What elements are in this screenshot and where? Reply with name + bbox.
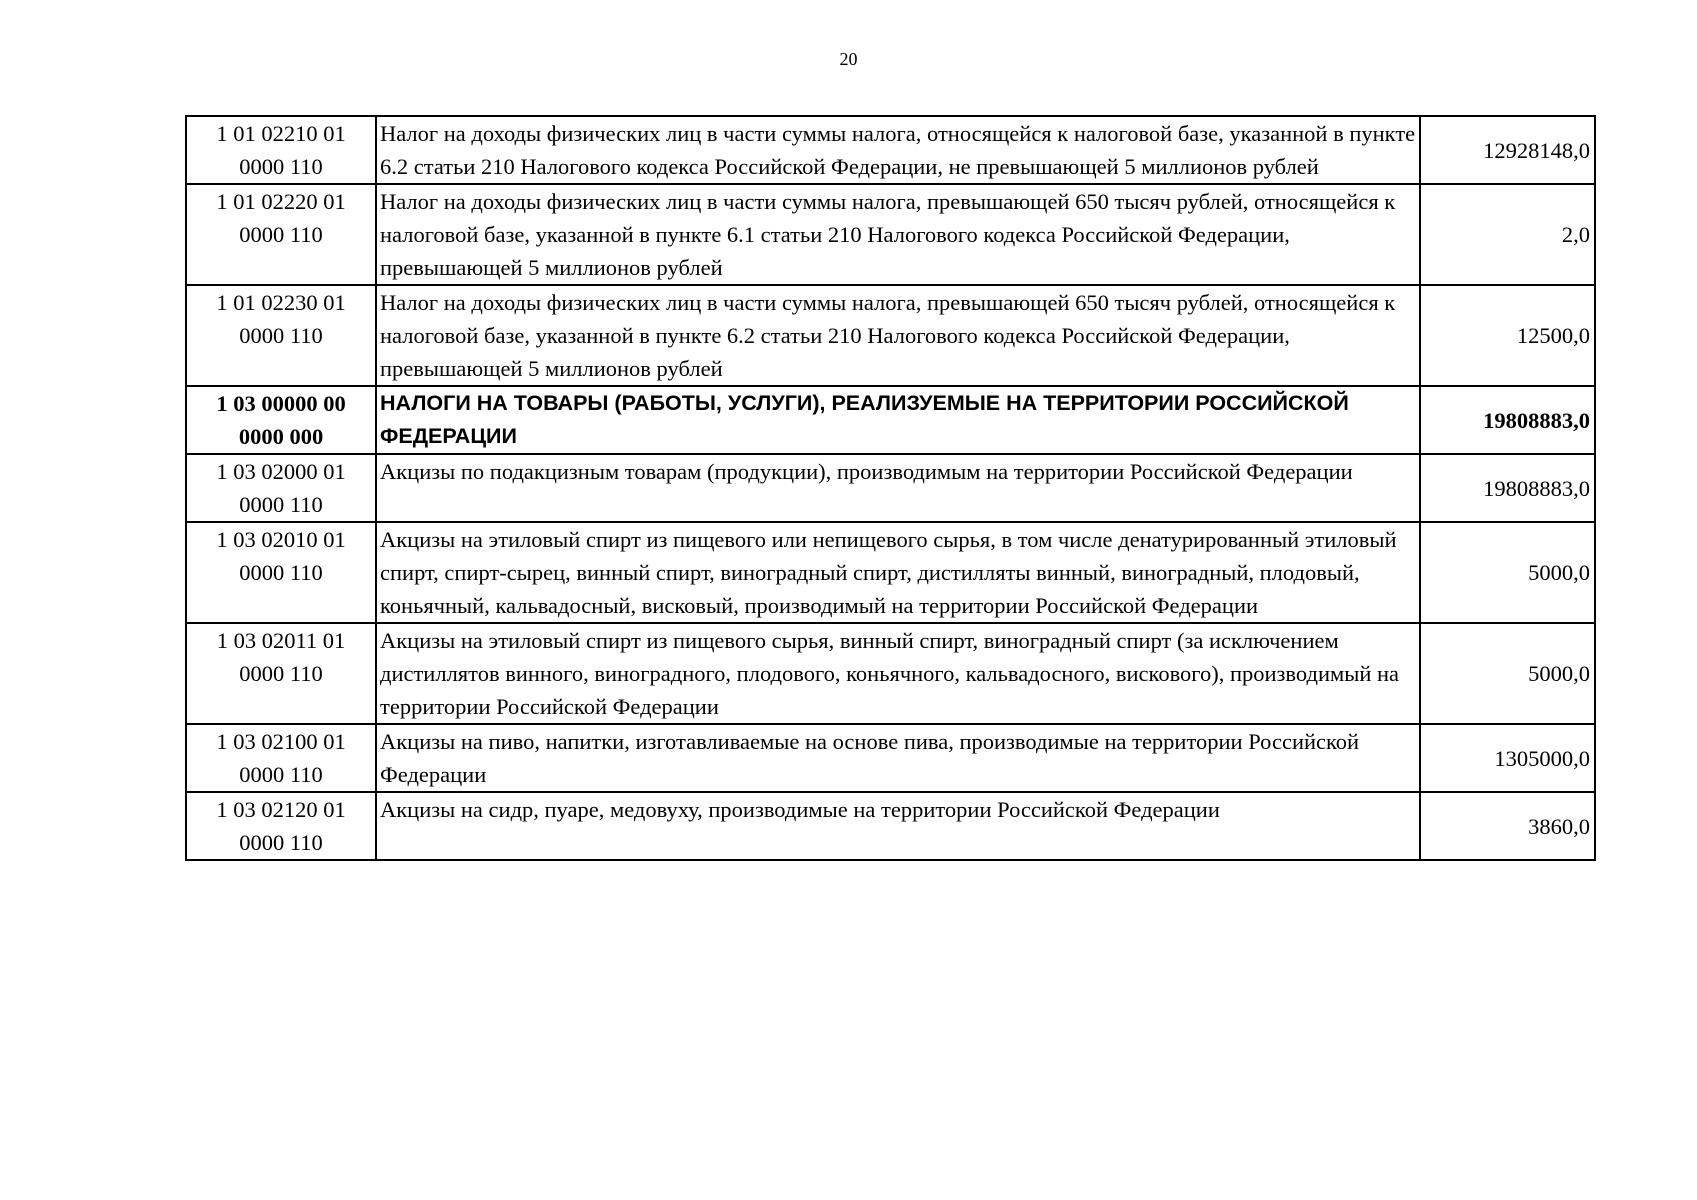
description-cell: Налог на доходы физических лиц в части суммы налога, превышающей 650 тысяч рублей, относящейся к налоговой базе, указанной в пункте 6.2 статьи 210 Налогового кодекса Российской Федерации, превышающей 5 миллионов рублей (376, 285, 1420, 386)
budget-code-cell (186, 454, 376, 522)
description-cell: Акцизы на сидр, пуаре, медовуху, производимые на территории Российской Федерации (376, 792, 1420, 860)
amount-cell: 19808883,0 (1420, 386, 1595, 454)
description-cell: НАЛОГИ НА ТОВАРЫ (РАБОТЫ, УСЛУГИ), РЕАЛИЗУЕМЫЕ НА ТЕРРИТОРИИ РОССИЙСКОЙ ФЕДЕРАЦИИ (376, 386, 1420, 454)
budget-code-part2: 0000 110 (239, 222, 323, 247)
budget-code-cell (186, 623, 376, 724)
amount-cell: 19808883,0 (1420, 454, 1595, 522)
amount-cell: 3860,0 (1420, 792, 1595, 860)
budget-revenue-table (185, 115, 1596, 861)
description-cell: Акцизы по подакцизным товарам (продукции), производимым на территории Российской Федерации (376, 454, 1420, 522)
budget-code-cell (186, 184, 376, 285)
amount-cell: 1305000,0 (1420, 724, 1595, 792)
budget-code-part1: 1 03 02011 01 (216, 628, 346, 653)
budget-code-part2: 0000 110 (239, 762, 323, 787)
table-row (186, 454, 1595, 522)
budget-code-part2: 0000 110 (239, 560, 323, 585)
budget-code-part1: 1 03 02120 01 (216, 797, 346, 822)
amount-cell: 5000,0 (1420, 623, 1595, 724)
budget-code-part1: 1 03 02000 01 (216, 459, 346, 484)
table-row-section-total (186, 386, 1595, 454)
budget-code-part2: 0000 000 (238, 424, 324, 449)
description-cell: Акцизы на этиловый спирт из пищевого или непищевого сырья, в том числе денатурированный этиловый спирт, спирт-сырец, винный спирт, виноградный спирт, дистилляты винный, виноградный, плодовый, коньячный, кальвадосный, висковый, производимый на территории Российской Федерации (376, 522, 1420, 623)
budget-code-part2: 0000 110 (239, 154, 323, 179)
budget-code-part1: 1 03 02100 01 (216, 729, 346, 754)
table-row (186, 116, 1595, 184)
amount-cell: 5000,0 (1420, 522, 1595, 623)
description-cell: Акцизы на пиво, напитки, изготавливаемые на основе пива, производимые на территории Российской Федерации (376, 724, 1420, 792)
table-row (186, 792, 1595, 860)
budget-code-cell (186, 792, 376, 860)
table-row (186, 522, 1595, 623)
budget-code-cell (186, 522, 376, 623)
budget-code-part2: 0000 110 (239, 323, 323, 348)
table-body (186, 116, 1595, 860)
table-row (186, 285, 1595, 386)
budget-code-cell (186, 285, 376, 386)
description-cell: Акцизы на этиловый спирт из пищевого сырья, винный спирт, виноградный спирт (за исключением дистиллятов винного, виноградного, плодового, коньячного, кальвадосного, вискового), производимый на территории Российской Федерации (376, 623, 1420, 724)
table-row (186, 724, 1595, 792)
amount-cell: 2,0 (1420, 184, 1595, 285)
table-row (186, 623, 1595, 724)
amount-cell: 12928148,0 (1420, 116, 1595, 184)
budget-code-part1: 1 01 02210 01 (216, 121, 346, 146)
amount-cell: 12500,0 (1420, 285, 1595, 386)
description-cell: Налог на доходы физических лиц в части суммы налога, относящейся к налоговой базе, указанной в пункте 6.2 статьи 210 Налогового кодекса Российской Федерации, не превышающей 5 миллионов рублей (376, 116, 1420, 184)
description-cell: Налог на доходы физических лиц в части суммы налога, превышающей 650 тысяч рублей, относящейся к налоговой базе, указанной в пункте 6.1 статьи 210 Налогового кодекса Российской Федерации, превышающей 5 миллионов рублей (376, 184, 1420, 285)
budget-code-part2: 0000 110 (239, 492, 323, 517)
budget-code-part1: 1 01 02220 01 (216, 189, 346, 214)
budget-code-cell (186, 386, 376, 454)
budget-code-cell (186, 724, 376, 792)
budget-code-part1: 1 01 02230 01 (216, 290, 346, 315)
table-row (186, 184, 1595, 285)
budget-code-part1: 1 03 00000 00 (216, 391, 346, 416)
budget-code-part1: 1 03 02010 01 (216, 527, 346, 552)
budget-code-part2: 0000 110 (239, 830, 323, 855)
budget-code-part2: 0000 110 (239, 661, 323, 686)
budget-code-cell (186, 116, 376, 184)
page-number: 20 (839, 49, 858, 69)
